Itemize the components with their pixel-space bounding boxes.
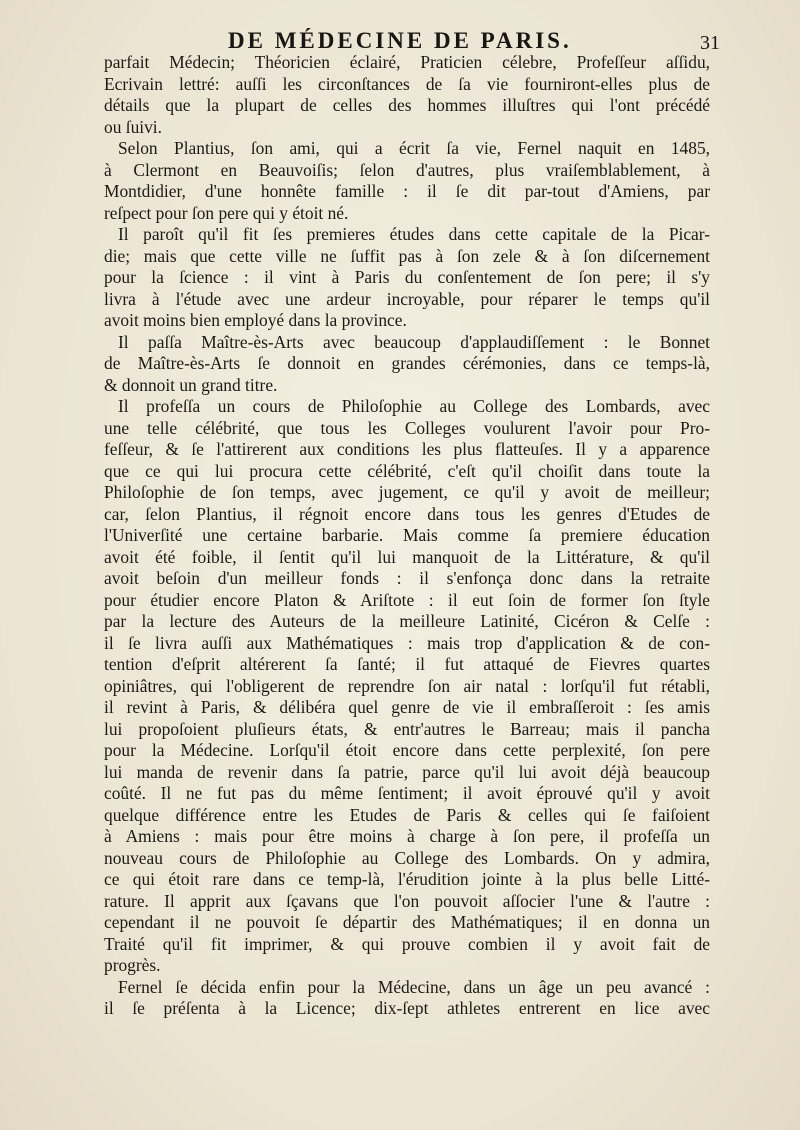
text-line: à Amiens : mais pour être moins à charge à ſon pere, il profeſſa un (104, 826, 710, 846)
text-line: il ſe préſenta à la Licence; dix-ſept athletes entrerent en lice avec (104, 998, 710, 1018)
text-line: Montdidier, d'une honnête famille : il ſe dit par-tout d'Amiens, par (104, 181, 710, 201)
text-line: tention d'eſprit altérerent ſa ſanté; il fut attaqué de Fievres quartes (104, 654, 710, 674)
text-line: Selon Plantius, ſon ami, qui a écrit ſa vie, Fernel naquit en 1485, (118, 138, 710, 158)
text-line: il revint à Paris, & délibéra quel genre de vie il embraſſeroit : ſes amis (104, 697, 710, 717)
text-line: rature. Il apprit aux ſçavans que l'on pouvoit aſſocier l'une & l'autre : (104, 890, 710, 911)
text-line: il ſe livra auſſi aux Mathématiques : mais trop d'application & de con- (104, 632, 710, 653)
text-line: l'Univerſité une certaine barbarie. Mais comme ſa premiere éducation (104, 525, 710, 545)
text-line: Traité qu'il fit imprimer, & qui prouve combien il y avoit fait de (104, 933, 710, 954)
text-line: pour la Médecine. Lorſqu'il étoit encore dans cette perplexité, ſon pere (104, 740, 710, 760)
text-line: avoit été foible, il ſentit qu'il lui manquoit de la Littérature, & qu'il (104, 546, 710, 567)
text-line: avoit beſoin d'un meilleur fonds : il s'enfonça donc dans la retraite (104, 568, 710, 588)
text-line: détails que la plupart de celles des hommes illuſtres qui l'ont précédé (104, 95, 710, 115)
text-line: cependant il ne pouvoit ſe départir des Mathématiques; il en donna un (104, 912, 710, 932)
text-line: Fernel ſe décida enfin pour la Médecine, dans un âge un peu avancé : (118, 976, 710, 997)
text-line: Il paroît qu'il fit ſes premieres études dans cette capitale de la Picar- (118, 224, 710, 244)
running-head: DE MÉDECINE DE PARIS. (228, 28, 572, 53)
body-text (104, 52, 710, 1020)
text-line: Philoſophie de ſon temps, avec jugement, ce qu'il y avoit de meilleur; (104, 482, 710, 502)
text-line: Il profeſſa un cours de Philoſophie au College des Lombards, avec (118, 396, 710, 416)
text-line: une telle célébrité, que tous les Colleges voulurent l'avoir pour Pro- (104, 417, 710, 438)
text-line: que ce qui lui procura cette célébrité, c'eſt qu'il choiſit dans toute la (104, 460, 710, 481)
text-line: nouveau cours de Philoſophie au College des Lombards. On y admira, (104, 847, 710, 868)
text-line: de Maître-ès-Arts ſe donnoit en grandes cérémonies, dans ce temps-là, (104, 353, 710, 373)
text-line: coûté. Il ne fut pas du même ſentiment; il avoit éprouvé qu'il y avoit (104, 783, 710, 803)
text-line: livra à l'étude avec une ardeur incroyable, pour réparer le temps qu'il (104, 288, 710, 309)
text-line: die; mais que cette ville ne ſuffit pas à ſon zele & à ſon diſcernement (104, 245, 710, 266)
text-line: par la lecture des Auteurs de la meilleure Latinité, Cicéron & Celſe : (104, 611, 710, 631)
text-line: ce qui étoit rare dans ce temp-là, l'érudition jointe à la plus belle Litté- (104, 869, 710, 889)
text-line: pour la ſcience : il vint à Paris du conſentement de ſon pere; il s'y (104, 267, 710, 287)
text-line: avoit moins bien employé dans la province. (104, 310, 407, 330)
text-line: feſſeur, & ſe l'attirerent aux conditions les plus flatteuſes. Il y a apparence (104, 439, 710, 459)
text-line: lui manda de revenir dans ſa patrie, parce qu'il lui avoit déjà beaucoup (104, 761, 710, 782)
text-line: lui propoſoient pluſieurs états, & entr'autres le Barreau; mais il pancha (104, 718, 710, 739)
text-line: pour étudier encore Platon & Ariſtote : il eut ſoin de former ſon ſtyle (104, 589, 710, 610)
text-line: ou ſuivi. (104, 116, 162, 137)
text-line: reſpect pour ſon pere qui y étoit né. (104, 202, 349, 223)
text-line: car, ſelon Plantius, il régnoit encore dans tous les genres d'Etudes de (104, 503, 710, 524)
text-line: Ecrivain lettré: auſſi les circonſtances de ſa vie fourniront-elles plus de (104, 73, 710, 94)
text-line: Il paſſa Maître-ès-Arts avec beaucoup d'applaudiſſement : le Bonnet (118, 331, 710, 352)
text-line: quelque différence entre les Etudes de Paris & celles qui ſe faiſoient (104, 804, 710, 825)
text-line: opiniâtres, qui l'obligerent de reprendre ſon air natal : lorſqu'il fut rétabli, (104, 675, 710, 696)
text-line: & donnoit un grand titre. (104, 374, 278, 395)
text-line: parfait Médecin; Théoricien éclairé, Praticien célebre, Profeſſeur aſſidu, (104, 52, 710, 72)
text-line: progrès. (104, 955, 161, 975)
text-line: à Clermont en Beauvoiſis; ſelon d'autres, plus vraiſemblablement, à (104, 159, 710, 180)
page-number: 31 (700, 32, 720, 54)
